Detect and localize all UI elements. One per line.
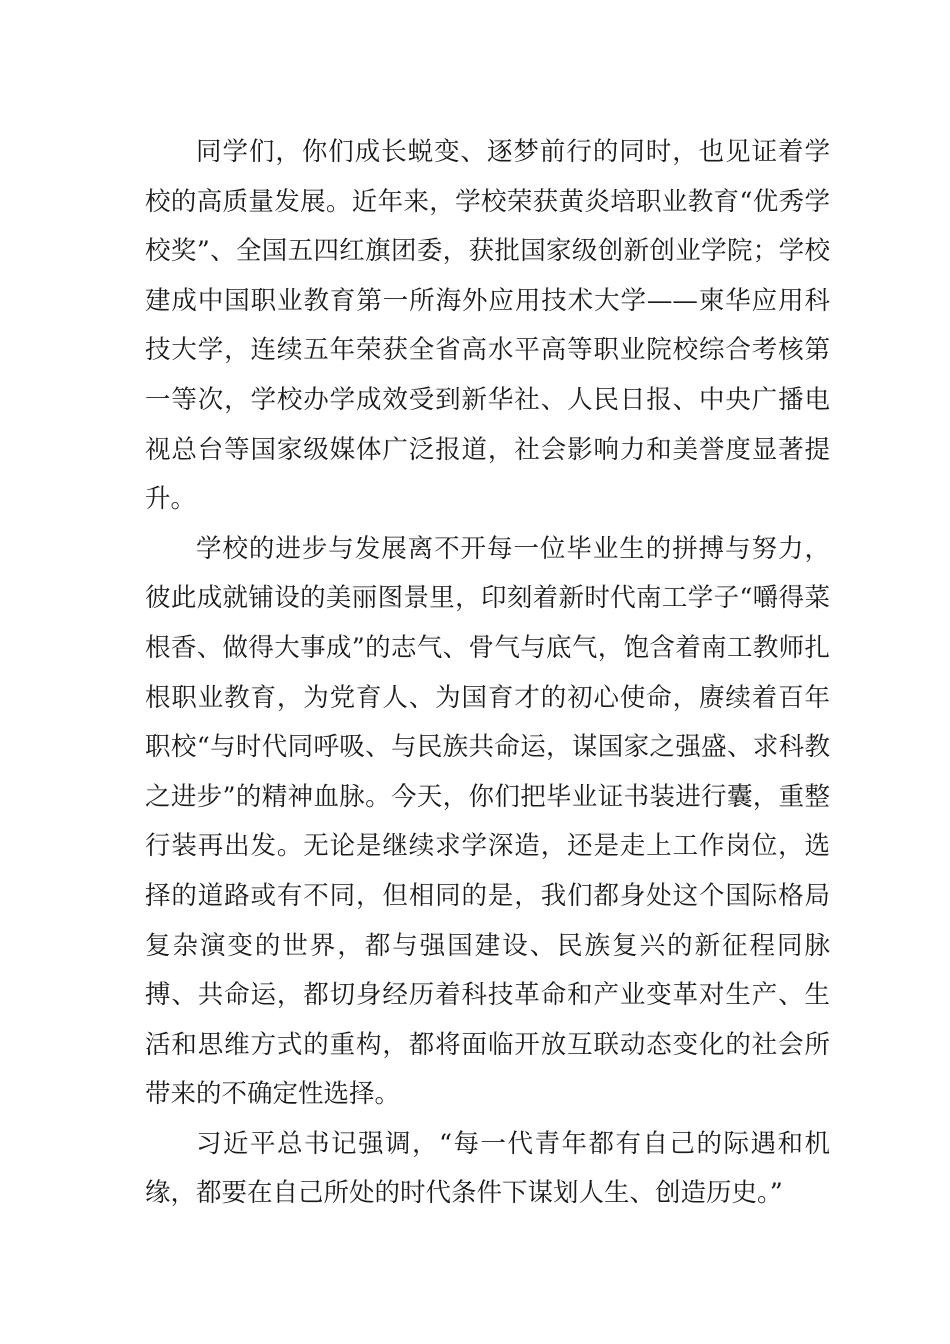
document-body: [145, 128, 830, 1219]
paragraph-1: 同学们，你们成长蜕变、逐梦前行的同时，也见证着学校的高质量发展。近年来，学校荣获黄炎培职业教育“优秀学校奖”、全国五四红旗团委，获批国家级创新创业学院；学校建成中国职业教育第一所海外应用技术大学——柬华应用科技大学，连续五年荣获全省高水平高等职业院校综合考核第一等次，学校办学成效受到新华社、人民日报、中央广播电视总台等国家级媒体广泛报道，社会影响力和美誉度显著提升。: [145, 137, 830, 515]
paragraph-2: 学校的进步与发展离不开每一位毕业生的拼搏与努力，彼此成就铺设的美丽图景里，印刻着新时代南工学子“嚼得菜根香、做得大事成”的志气、骨气与底气，饱含着南工教师扎根职业教育，为党育人、为国育才的初心使命，赓续着百年职校“与时代同呼吸、与民族共命运，谋国家之强盛、求科教之进步”的精神血脉。今天，你们把毕业证书装进行囊，重整行装再出发。无论是继续求学深造，还是走上工作岗位，选择的道路或有不同，但相同的是，我们都身处这个国际格局复杂演变的世界，都与强国建设、民族复兴的新征程同脉搏、共命运，都切身经历着科技革命和产业变革对生产、生活和思维方式的重构，都将面临开放互联动态变化的社会所带来的不确定性选择。: [145, 533, 830, 1110]
paragraph-3: 习近平总书记强调，“每一代青年都有自己的际遇和机缘，都要在自己所处的时代条件下谋划人生、创造历史。”: [145, 1128, 830, 1209]
